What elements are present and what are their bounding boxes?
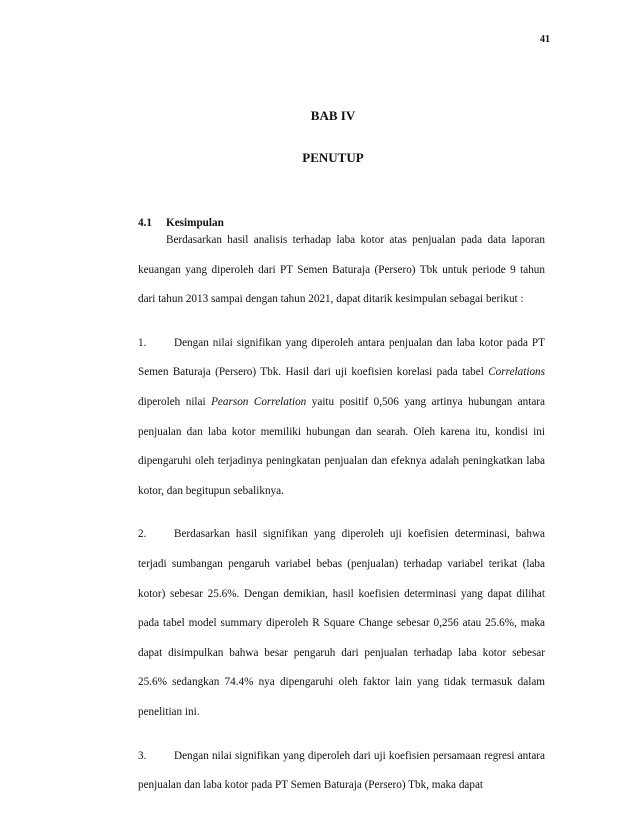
- item-text: Dengan nilai signifikan yang diperoleh antara penjualan dan laba kotor pada PT Semen Baturaja (Persero) Tbk. Hasil dari uji koefisien korelasi pada tabel: [138, 336, 545, 379]
- item-text: Dengan nilai signifikan yang diperoleh dari uji koefisien persamaan regresi antara penjualan dan laba kotor pada PT Semen Baturaja (Persero) Tbk, maka dapat: [138, 749, 545, 792]
- item-marker: 1.: [138, 336, 147, 349]
- item-marker: 2.: [138, 528, 147, 541]
- item-marker: 3.: [138, 749, 147, 762]
- section-number: 4.1: [138, 217, 152, 229]
- section-title: Kesimpulan: [166, 217, 224, 229]
- conclusion-item-1: [138, 329, 545, 507]
- document-body: [138, 212, 545, 801]
- intro-paragraph: Berdasarkan hasil analisis terhadap laba kotor atas penjualan pada data laporan keuangan yang diperoleh dari PT Semen Baturaja (Persero) Tbk untuk periode 9 tahun dari tahun 2013 sampai dengan tahun 2021, dapat ditarik kesimpulan sebagai berikut :: [138, 234, 545, 306]
- chapter-title: PENUTUP: [302, 150, 364, 165]
- item-text: Berdasarkan hasil signifikan yang diperoleh uji koefisien determinasi, bahwa terjadi sumbangan pengaruh variabel bebas (penjualan) terhadap variabel terikat (laba kotor) sebesar 25.6%. Dengan demikian, hasil koefisien determinasi yang dapat dilihat pada tabel model summary diperoleh R Square Change sebesar 0,256 atau 25.6%, maka dapat disimpulkan bahwa besar pengaruh dari penjualan terhadap laba kotor sebesar 25.6% sedangkan 74.4% nya dipengaruhi oleh faktor lain yang tidak termasuk dalam penelitian ini.: [138, 528, 545, 718]
- conclusion-item-3: [138, 742, 545, 801]
- item-text: yaitu positif 0,506 yang artinya hubungan antara penjualan dan laba kotor memiliki hubungan dan searah. Oleh karena itu, kondisi ini dipengaruhi oleh terjadinya peningkatan penjualan dan efeknya adalah peningkatkan laba kotor, dan begitupun sebaliknya.: [138, 395, 545, 497]
- item-italic-term: Correlations: [488, 366, 545, 379]
- chapter-heading: BAB IV: [310, 108, 356, 123]
- conclusion-item-2: [138, 520, 545, 727]
- page-number: 41: [540, 34, 550, 45]
- item-text: diperoleh nilai: [138, 395, 212, 408]
- item-italic-term: Pearson Correlation: [211, 395, 307, 408]
